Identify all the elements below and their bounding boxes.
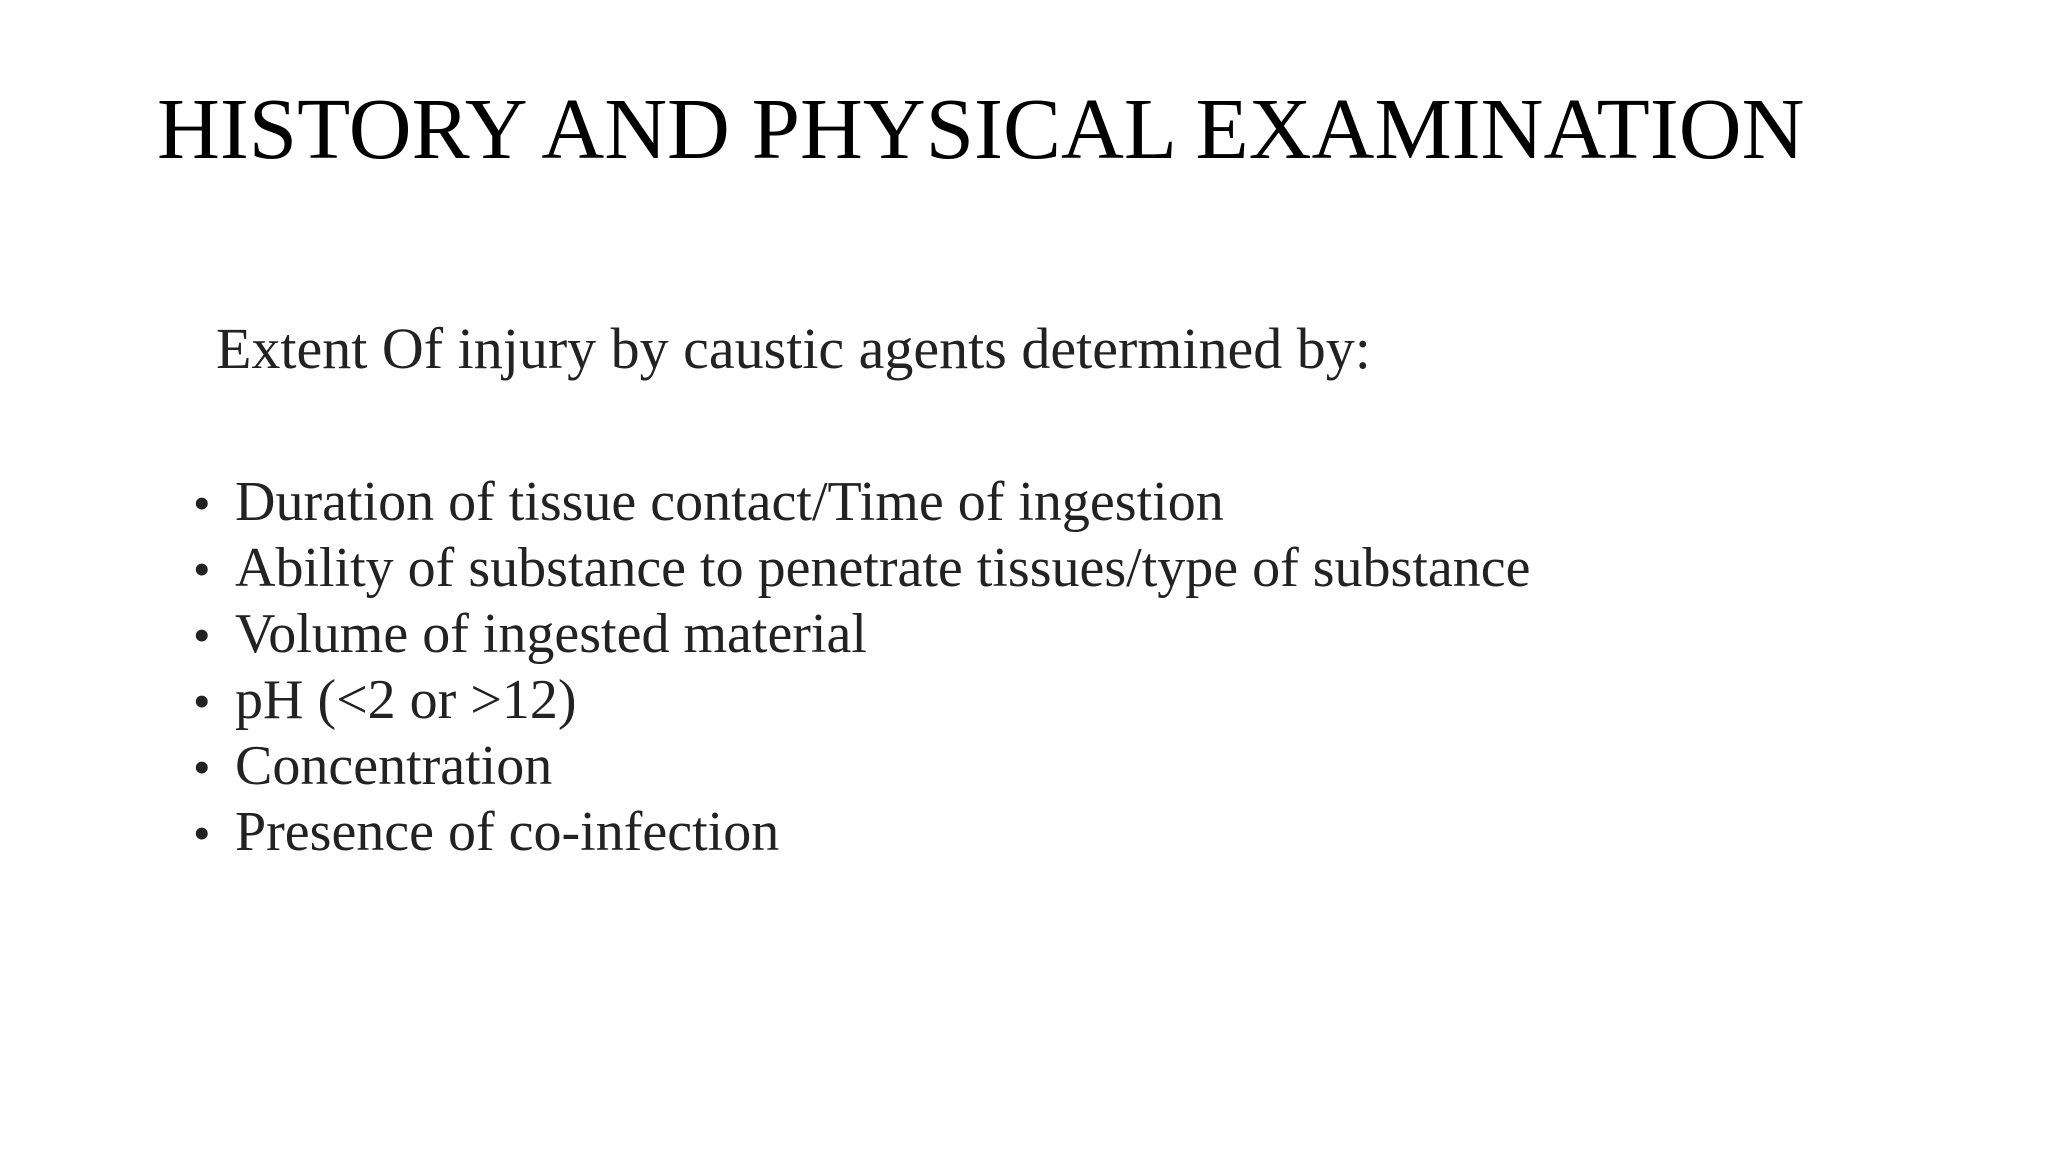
list-item bbox=[193, 602, 1530, 668]
list-item-text: Concentration bbox=[235, 735, 553, 797]
slide-title: HISTORY AND PHYSICAL EXAMINATION bbox=[157, 80, 1805, 177]
list-item bbox=[193, 668, 1530, 734]
list-item bbox=[193, 470, 1530, 536]
bullet-icon: • bbox=[193, 739, 211, 795]
intro-text: Extent Of injury by caustic agents determined by: bbox=[216, 316, 1371, 381]
bullet-icon: • bbox=[193, 541, 211, 597]
bullet-icon: • bbox=[193, 805, 211, 861]
list-item bbox=[193, 536, 1530, 602]
list-item-text: Ability of substance to penetrate tissues/type of substance bbox=[235, 537, 1531, 599]
list-item-text: Volume of ingested material bbox=[235, 603, 867, 665]
bullet-icon: • bbox=[193, 607, 211, 663]
list-item bbox=[193, 734, 1530, 800]
bullet-list bbox=[193, 470, 1530, 866]
bullet-icon: • bbox=[193, 475, 211, 531]
bullet-icon: • bbox=[193, 673, 211, 729]
list-item-text: Duration of tissue contact/Time of ingestion bbox=[235, 471, 1224, 533]
list-item bbox=[193, 800, 1530, 866]
list-item-text: Presence of co-infection bbox=[235, 801, 780, 863]
list-item-text: pH (<2 or >12) bbox=[235, 669, 577, 731]
